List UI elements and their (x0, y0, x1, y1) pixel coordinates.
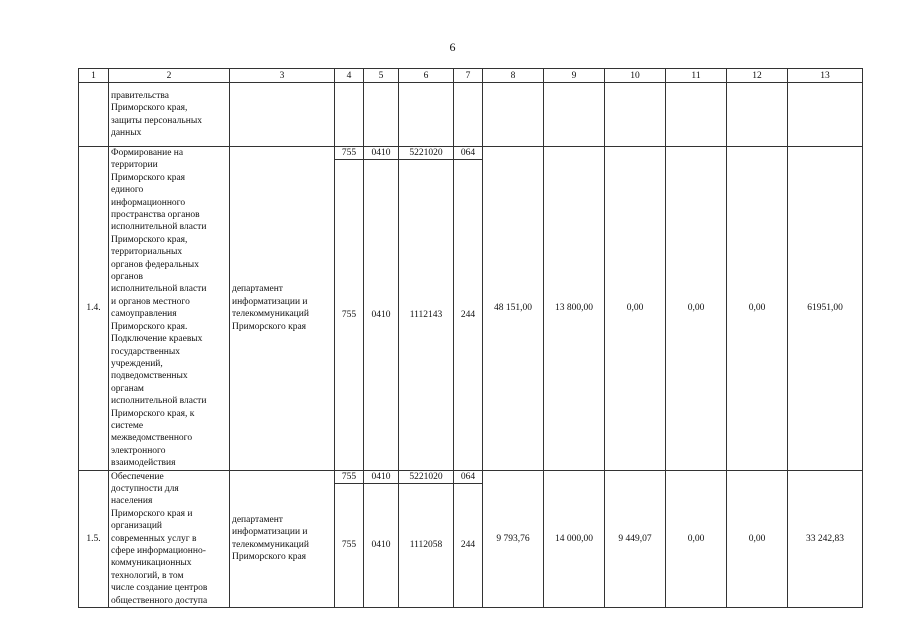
cell-code: 064 (454, 147, 483, 160)
cell-empty (335, 83, 364, 147)
cell-executor: департамент информатизации и телекоммуникаций Приморского края (230, 147, 335, 471)
cell-executor: департамент информатизации и телекоммуникаций Приморского края (230, 470, 335, 607)
cell-code: 755 (335, 147, 364, 160)
cell-code: 1112143 (399, 160, 454, 470)
column-header: 5 (364, 69, 399, 83)
cell-empty (364, 83, 399, 147)
column-header: 3 (230, 69, 335, 83)
column-header: 13 (788, 69, 863, 83)
column-header: 9 (544, 69, 605, 83)
cell-total: 61951,00 (788, 147, 863, 471)
cell-value: 14 000,00 (544, 470, 605, 607)
cell-empty (788, 83, 863, 147)
cell-value: 9 449,07 (605, 470, 666, 607)
cell-empty (399, 83, 454, 147)
cell-code: 0410 (364, 147, 399, 160)
cell-empty (230, 83, 335, 147)
column-header: 1 (79, 69, 109, 83)
cell-code: 0410 (364, 160, 399, 470)
cell-value: 9 793,76 (483, 470, 544, 607)
table-row (79, 147, 863, 160)
cell-empty (454, 83, 483, 147)
cell-value: 0,00 (727, 470, 788, 607)
cell-empty (727, 83, 788, 147)
cell-empty (544, 83, 605, 147)
cell-row-number: 1.4. (79, 147, 109, 471)
column-header: 10 (605, 69, 666, 83)
page-number: 6 (449, 40, 456, 54)
cell-code: 0410 (364, 483, 399, 607)
program-table (78, 68, 863, 608)
cell-value: 48 151,00 (483, 147, 544, 471)
column-header: 12 (727, 69, 788, 83)
cell-code: 5221020 (399, 147, 454, 160)
cell-continuation-name: правительства Приморского края, защиты персональных данных (109, 83, 230, 147)
cell-activity-name: Обеспечение доступности для населения Приморского края и организаций современных услуг в сфере информационно- коммуникационных технологий, в том числе создание центров общественного доступа (109, 470, 230, 607)
cell-empty (666, 83, 727, 147)
table-row (79, 470, 863, 483)
cell-code: 1112058 (399, 483, 454, 607)
cell-value: 0,00 (666, 147, 727, 471)
cell-code: 244 (454, 160, 483, 470)
header-row (79, 69, 863, 83)
cell-value: 0,00 (666, 470, 727, 607)
cell-code: 755 (335, 160, 364, 470)
column-header: 7 (454, 69, 483, 83)
column-header: 11 (666, 69, 727, 83)
cell-code: 244 (454, 483, 483, 607)
cell-code: 0410 (364, 470, 399, 483)
cell-value: 0,00 (727, 147, 788, 471)
cell-empty (483, 83, 544, 147)
column-header: 8 (483, 69, 544, 83)
cell-code: 064 (454, 470, 483, 483)
cell-code: 755 (335, 470, 364, 483)
cell-total: 33 242,83 (788, 470, 863, 607)
cell-activity-name: Формирование на территории Приморского края единого информационного пространства органов исполнительной власти Приморского края, территориальных органов федеральных органов исполнительной власти и органов местного самоуправления Приморского края. Подключение краевых государственных учреждений, подведомственных органам исполнительной власти Приморского края, к системе межведомственного электронного взаимодействия (109, 147, 230, 471)
cell-empty (605, 83, 666, 147)
column-header: 2 (109, 69, 230, 83)
cell-row-number: 1.5. (79, 470, 109, 607)
column-header: 4 (335, 69, 364, 83)
table-row-continuation (79, 83, 863, 147)
cell-empty (79, 83, 109, 147)
cell-code: 5221020 (399, 470, 454, 483)
cell-value: 13 800,00 (544, 147, 605, 471)
cell-value: 0,00 (605, 147, 666, 471)
column-header: 6 (399, 69, 454, 83)
cell-code: 755 (335, 483, 364, 607)
